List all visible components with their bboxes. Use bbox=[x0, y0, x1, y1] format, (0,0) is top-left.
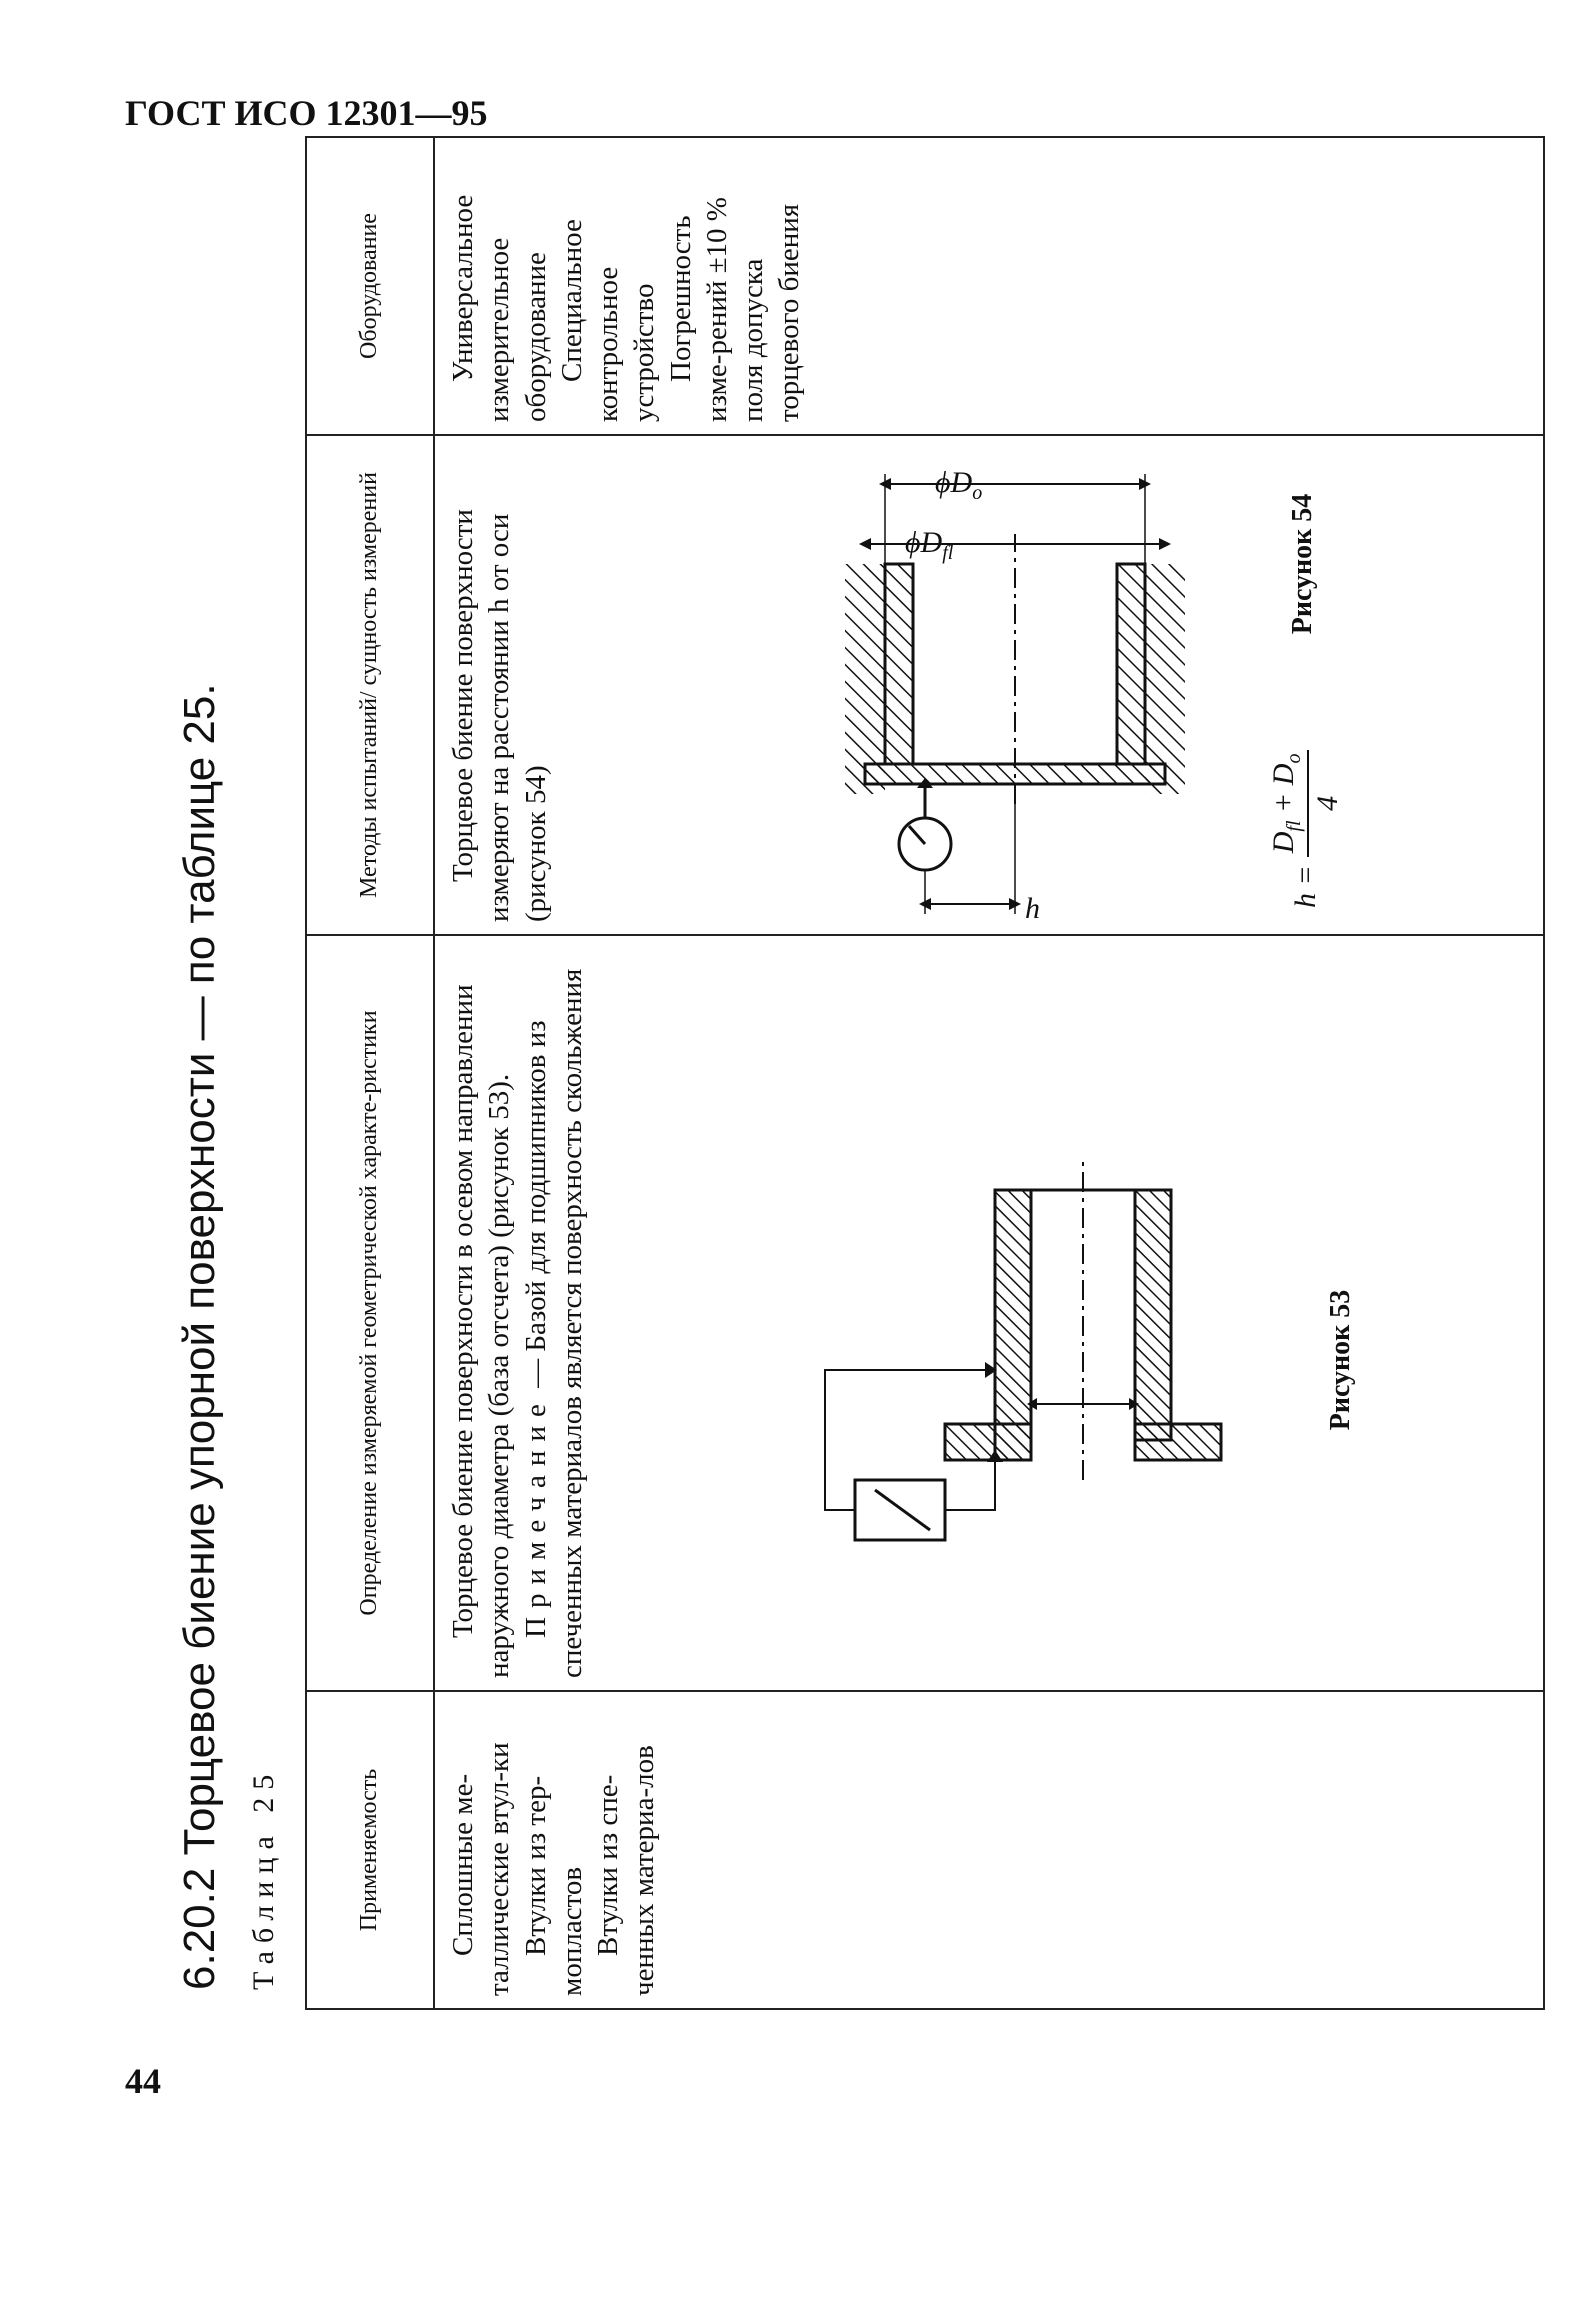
cell-equipment bbox=[433, 136, 1545, 436]
formula-lhs: h = bbox=[1289, 865, 1322, 908]
method-description: Торцевое биение поверхности измеряют на расстоянии h от оси (рисунок 54) bbox=[447, 509, 552, 922]
formula-numerator bbox=[1265, 750, 1309, 858]
dimension-do-symbol: ϕD bbox=[935, 466, 973, 499]
figure-53-drawing bbox=[845, 1080, 1225, 1580]
formula-num-plus: + D bbox=[1267, 763, 1300, 813]
column-header-applicability: Применяемость bbox=[305, 1690, 435, 2010]
cell-definition bbox=[433, 934, 1545, 1692]
column-header-definition: Определение измеряемой геометрической характе-ристики bbox=[305, 934, 435, 1692]
figure-54-caption: Рисунок 54 bbox=[1287, 493, 1318, 635]
method-text bbox=[445, 448, 554, 922]
formula-num-sub1: fl bbox=[1283, 820, 1305, 832]
dimension-do-label bbox=[935, 464, 982, 506]
applicability-item: Втулки из тер-мопластов bbox=[519, 1775, 588, 1996]
formula-denominator: 4 bbox=[1311, 795, 1344, 811]
dimension-dfl-label bbox=[905, 524, 953, 566]
formula-h bbox=[1265, 750, 1347, 908]
cell-method bbox=[433, 434, 1545, 936]
column-header-equipment: Оборудование bbox=[305, 136, 435, 436]
figure-53-caption: Рисунок 53 bbox=[1325, 1289, 1356, 1431]
page-number: 44 bbox=[125, 2061, 161, 2101]
dimension-dfl-symbol: ϕD bbox=[905, 526, 943, 559]
equipment-item: Погрешность изме-рений ±10 % поля допуска торцевого биения bbox=[664, 197, 806, 422]
dimension-do-subscript: o bbox=[972, 482, 983, 504]
dimension-h-label: h bbox=[1025, 892, 1040, 925]
note-label: Примечание bbox=[519, 1395, 552, 1638]
equipment-item: Универсальное измерительное оборудование bbox=[447, 194, 552, 422]
rotated-content bbox=[135, 50, 1585, 2050]
document-header: ГОСТ ИСО 12301—95 bbox=[125, 93, 488, 133]
table-25 bbox=[305, 130, 1545, 2010]
dimension-dfl-subscript: fl bbox=[942, 542, 954, 564]
figure-54-drawing bbox=[805, 444, 1235, 914]
note-text: — Базой для подшипников из спеченных материалов является поверхность скольжения bbox=[519, 968, 588, 1678]
section-title: 6.20.2 Торцевое биение упорной поверхности — по таблице 25. bbox=[175, 683, 224, 1990]
applicability-item: Втулки из спе-ченных материа-лов bbox=[592, 1745, 661, 1996]
applicability-item: Сплошные ме-таллические втул-ки bbox=[447, 1742, 516, 1996]
cell-applicability bbox=[433, 1690, 1545, 2010]
definition-text: Торцевое биение поверхности в осевом направлении наружного диаметра (база отсчета) (рисунок 53). bbox=[447, 984, 516, 1678]
table-label: Таблица 25 bbox=[247, 1766, 280, 1990]
equipment-item: Специальное контрольное устройство bbox=[555, 219, 661, 422]
formula-num-d: D bbox=[1267, 831, 1300, 854]
formula-num-sub2: o bbox=[1283, 753, 1305, 764]
column-header-method: Методы испытаний/ сущность измерений bbox=[305, 434, 435, 936]
